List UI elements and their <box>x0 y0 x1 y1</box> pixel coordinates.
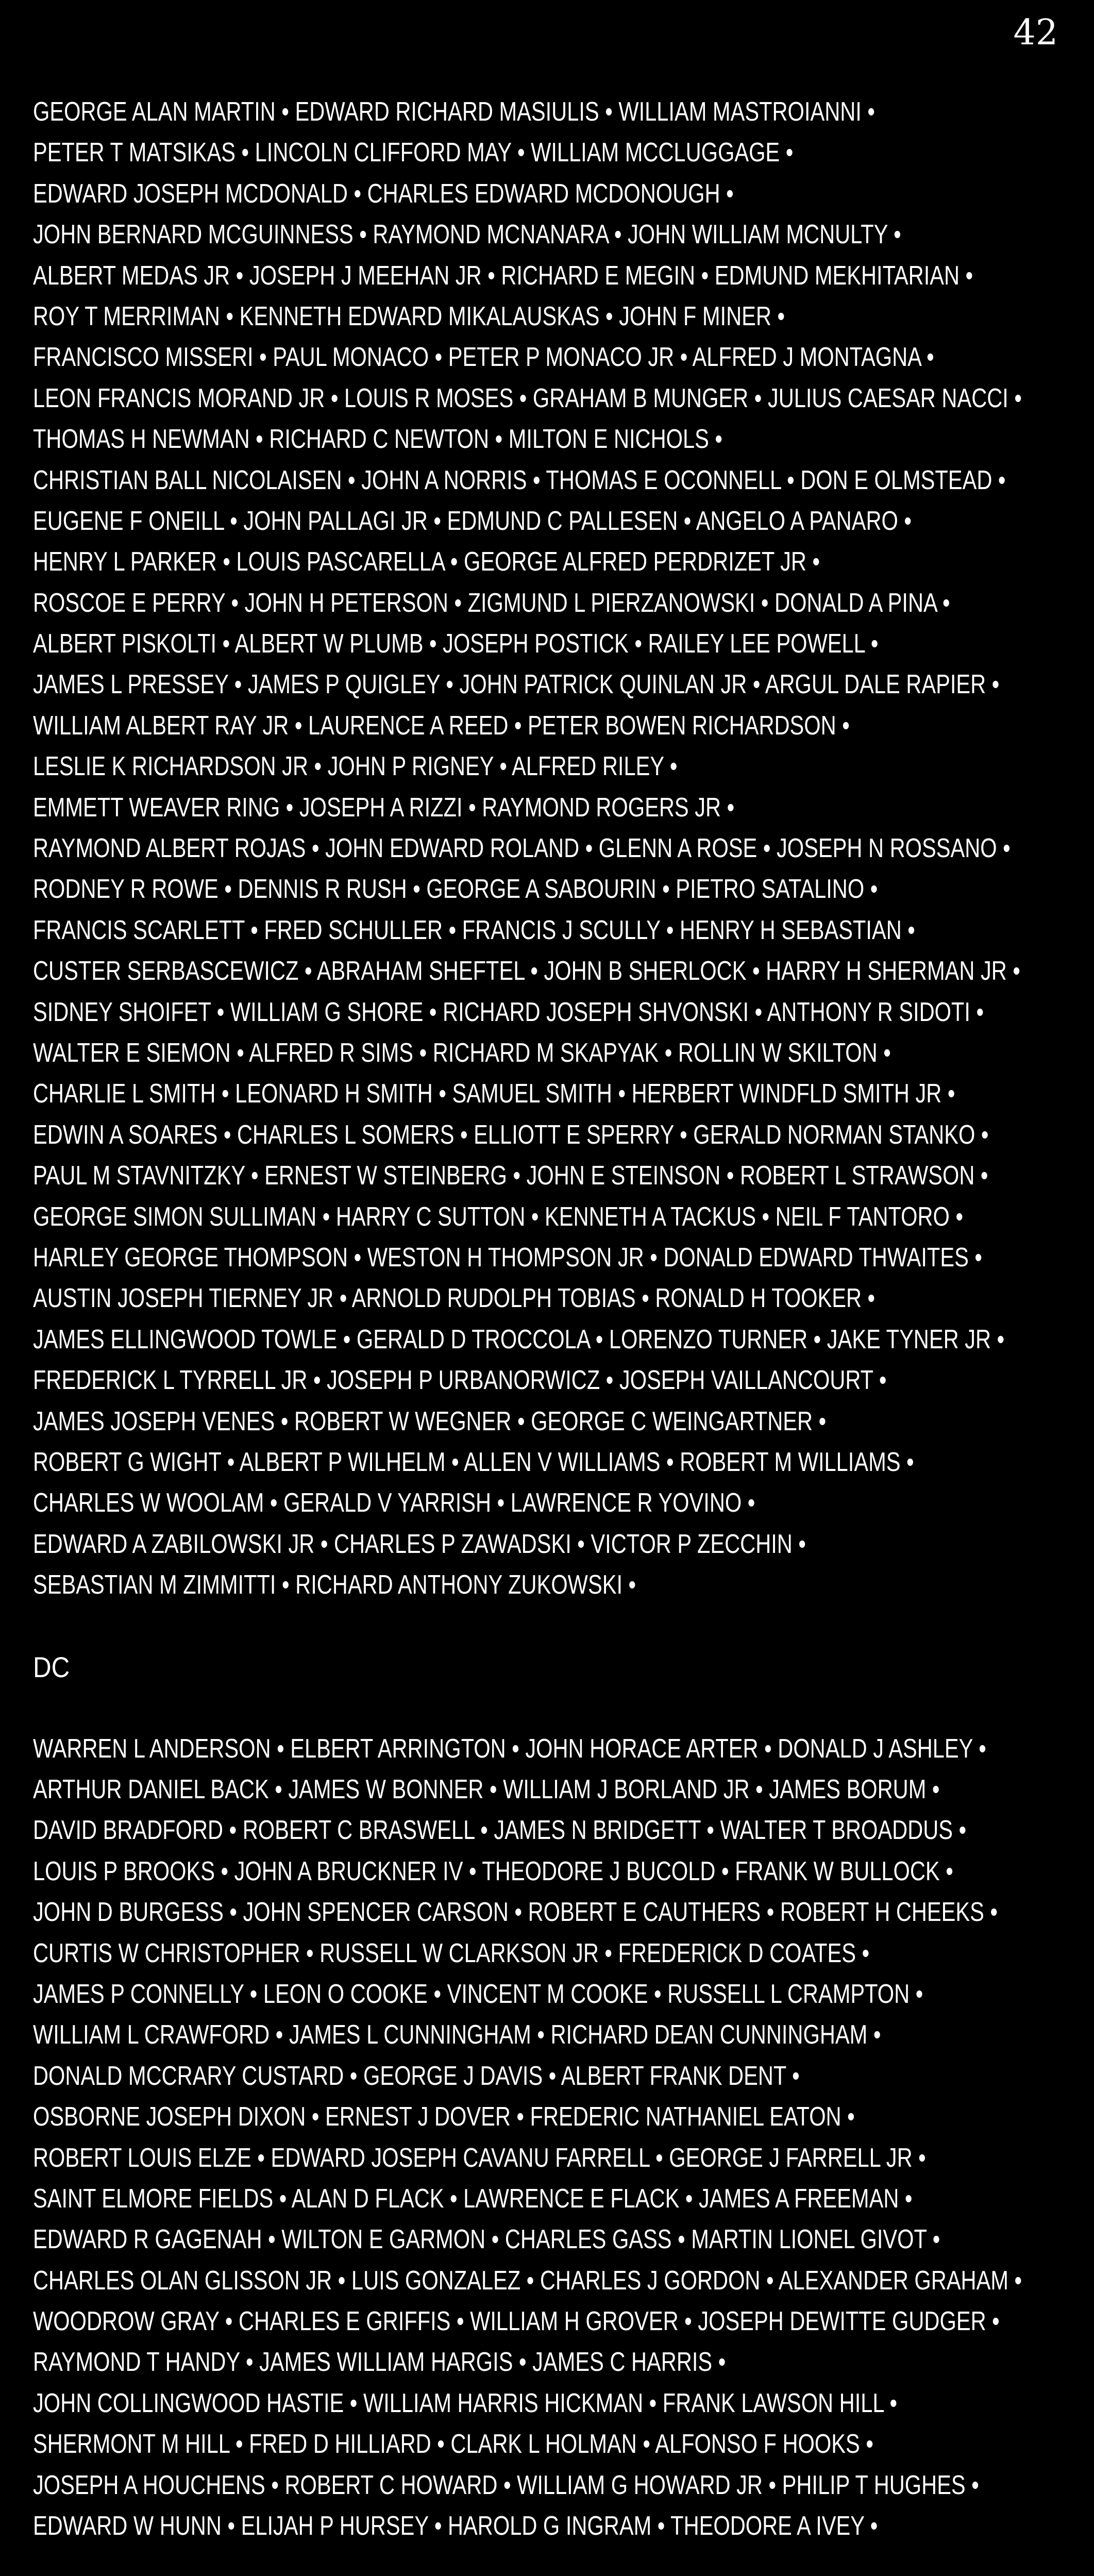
names-line: WALTER E SIEMON • ALFRED R SIMS • RICHARD M SKAPYAK • ROLLIN W SKILTON • <box>33 1038 891 1068</box>
names-line: ROSCOE E PERRY • JOHN H PETERSON • ZIGMUND L PIERZANOWSKI • DONALD A PINA • <box>33 588 950 618</box>
names-line: ALBERT PISKOLTI • ALBERT W PLUMB • JOSEPH POSTICK • RAILEY LEE POWELL • <box>33 629 879 659</box>
names-line: CHRISTIAN BALL NICOLAISEN • JOHN A NORRIS • THOMAS E OCONNELL • DON E OLMSTEAD • <box>33 465 1006 495</box>
names-line: EUGENE F ONEILL • JOHN PALLAGI JR • EDMUND C PALLESEN • ANGELO A PANARO • <box>33 506 912 536</box>
names-line: FREDERICK L TYRRELL JR • JOSEPH P URBANORWICZ • JOSEPH VAILLANCOURT • <box>33 1365 887 1396</box>
names-line: LESLIE K RICHARDSON JR • JOHN P RIGNEY • ALFRED RILEY • <box>33 751 678 782</box>
names-line: ROBERT LOUIS ELZE • EDWARD JOSEPH CAVANU FARRELL • GEORGE J FARRELL JR • <box>33 2143 926 2173</box>
names-line: DONALD MCCRARY CUSTARD • GEORGE J DAVIS • ALBERT FRANK DENT • <box>33 2061 800 2091</box>
names-line: JOHN D BURGESS • JOHN SPENCER CARSON • ROBERT E CAUTHERS • ROBERT H CHEEKS • <box>33 1897 998 1928</box>
names-line: FRANCISCO MISSERI • PAUL MONACO • PETER P MONACO JR • ALFRED J MONTAGNA • <box>33 342 934 373</box>
page-number: 42 <box>1013 12 1058 53</box>
names-line: GEORGE SIMON SULLIMAN • HARRY C SUTTON • KENNETH A TACKUS • NEIL F TANTORO • <box>33 1201 964 1232</box>
names-line: EDWARD A ZABILOWSKI JR • CHARLES P ZAWADSKI • VICTOR P ZECCHIN • <box>33 1529 806 1559</box>
names-line: JAMES ELLINGWOOD TOWLE • GERALD D TROCCOLA • LORENZO TURNER • JAKE TYNER JR • <box>33 1324 1005 1354</box>
names-line: CHARLIE L SMITH • LEONARD H SMITH • SAMUEL SMITH • HERBERT WINDFLD SMITH JR • <box>33 1079 955 1109</box>
names-line: EMMETT WEAVER RING • JOSEPH A RIZZI • RAYMOND ROGERS JR • <box>33 792 735 823</box>
names-section <box>33 92 1069 1605</box>
names-line: THOMAS H NEWMAN • RICHARD C NEWTON • MILTON E NICHOLS • <box>33 424 722 455</box>
names-listing <box>33 92 1069 2547</box>
names-line: EDWIN A SOARES • CHARLES L SOMERS • ELLIOTT E SPERRY • GERALD NORMAN STANKO • <box>33 1119 989 1150</box>
names-line: PAUL M STAVNITZKY • ERNEST W STEINBERG • JOHN E STEINSON • ROBERT L STRAWSON • <box>33 1161 988 1191</box>
names-line: WILLIAM ALBERT RAY JR • LAURENCE A REED • PETER BOWEN RICHARDSON • <box>33 710 850 741</box>
names-line: JOHN BERNARD MCGUINNESS • RAYMOND MCNANARA • JOHN WILLIAM MCNULTY • <box>33 220 901 250</box>
names-line: ROY T MERRIMAN • KENNETH EDWARD MIKALAUSKAS • JOHN F MINER • <box>33 301 785 331</box>
names-line: HARLEY GEORGE THOMPSON • WESTON H THOMPSON JR • DONALD EDWARD THWAITES • <box>33 1242 982 1273</box>
names-line: DAVID BRADFORD • ROBERT C BRASWELL • JAMES N BRIDGETT • WALTER T BROADDUS • <box>33 1815 967 1846</box>
names-line: WOODROW GRAY • CHARLES E GRIFFIS • WILLIAM H GROVER • JOSEPH DEWITTE GUDGER • <box>33 2306 1000 2337</box>
names-line: ROBERT G WIGHT • ALBERT P WILHELM • ALLEN V WILLIAMS • ROBERT M WILLIAMS • <box>33 1447 914 1477</box>
names-line: SIDNEY SHOIFET • WILLIAM G SHORE • RICHARD JOSEPH SHVONSKI • ANTHONY R SIDOTI • <box>33 997 984 1027</box>
names-line: PETER T MATSIKAS • LINCOLN CLIFFORD MAY • WILLIAM MCCLUGGAGE • <box>33 138 794 168</box>
names-line: JOSEPH A HOUCHENS • ROBERT C HOWARD • WILLIAM G HOWARD JR • PHILIP T HUGHES • <box>33 2470 979 2500</box>
names-line: CHARLES OLAN GLISSON JR • LUIS GONZALEZ • CHARLES J GORDON • ALEXANDER GRAHAM • <box>33 2265 1022 2296</box>
names-line: RAYMOND T HANDY • JAMES WILLIAM HARGIS • JAMES C HARRIS • <box>33 2347 726 2378</box>
names-line: LEON FRANCIS MORAND JR • LOUIS R MOSES • GRAHAM B MUNGER • JULIUS CAESAR NACCI • <box>33 383 1022 413</box>
names-line: OSBORNE JOSEPH DIXON • ERNEST J DOVER • FREDERIC NATHANIEL EATON • <box>33 2102 855 2132</box>
names-line: RAYMOND ALBERT ROJAS • JOHN EDWARD ROLAND • GLENN A ROSE • JOSEPH N ROSSANO • <box>33 833 1011 864</box>
section-spacer <box>33 1605 1069 1646</box>
names-line: ALBERT MEDAS JR • JOSEPH J MEEHAN JR • RICHARD E MEGIN • EDMUND MEKHITARIAN • <box>33 260 973 291</box>
names-line: FRANCIS SCARLETT • FRED SCHULLER • FRANCIS J SCULLY • HENRY H SEBASTIAN • <box>33 915 915 945</box>
names-line: HENRY L PARKER • LOUIS PASCARELLA • GEORGE ALFRED PERDRIZET JR • <box>33 547 820 577</box>
names-line: JAMES JOSEPH VENES • ROBERT W WEGNER • GEORGE C WEINGARTNER • <box>33 1406 827 1436</box>
names-line: SEBASTIAN M ZIMMITTI • RICHARD ANTHONY ZUKOWSKI • <box>33 1570 636 1600</box>
names-line: AUSTIN JOSEPH TIERNEY JR • ARNOLD RUDOLPH TOBIAS • RONALD H TOOKER • <box>33 1283 876 1314</box>
names-section-dc <box>33 1729 1069 2547</box>
names-line: EDWARD W HUNN • ELIJAH P HURSEY • HAROLD G INGRAM • THEODORE A IVEY • <box>33 2511 878 2541</box>
names-line: JAMES P CONNELLY • LEON O COOKE • VINCENT M COOKE • RUSSELL L CRAMPTON • <box>33 1979 923 2009</box>
names-line: SHERMONT M HILL • FRED D HILLIARD • CLARK L HOLMAN • ALFONSO F HOOKS • <box>33 2429 873 2460</box>
names-line: JOHN COLLINGWOOD HASTIE • WILLIAM HARRIS HICKMAN • FRANK LAWSON HILL • <box>33 2388 898 2418</box>
names-line: CUSTER SERBASCEWICZ • ABRAHAM SHEFTEL • JOHN B SHERLOCK • HARRY H SHERMAN JR • <box>33 956 1020 986</box>
names-line: WILLIAM L CRAWFORD • JAMES L CUNNINGHAM • RICHARD DEAN CUNNINGHAM • <box>33 2020 881 2050</box>
names-line: EDWARD R GAGENAH • WILTON E GARMON • CHARLES GASS • MARTIN LIONEL GIVOT • <box>33 2224 940 2255</box>
names-line: LOUIS P BROOKS • JOHN A BRUCKNER IV • THEODORE J BUCOLD • FRANK W BULLOCK • <box>33 1856 953 1886</box>
state-heading: DC <box>33 1650 70 1683</box>
section-spacer <box>33 1687 1069 1728</box>
names-line: EDWARD JOSEPH MCDONALD • CHARLES EDWARD MCDONOUGH • <box>33 178 734 209</box>
names-line: WARREN L ANDERSON • ELBERT ARRINGTON • JOHN HORACE ARTER • DONALD J ASHLEY • <box>33 1733 986 1764</box>
names-line: ARTHUR DANIEL BACK • JAMES W BONNER • WILLIAM J BORLAND JR • JAMES BORUM • <box>33 1775 940 1805</box>
names-line: CURTIS W CHRISTOPHER • RUSSELL W CLARKSON JR • FREDERICK D COATES • <box>33 1938 870 1968</box>
names-line: GEORGE ALAN MARTIN • EDWARD RICHARD MASIULIS • WILLIAM MASTROIANNI • <box>33 97 875 127</box>
names-line: CHARLES W WOOLAM • GERALD V YARRISH • LAWRENCE R YOVINO • <box>33 1488 755 1518</box>
names-line: JAMES L PRESSEY • JAMES P QUIGLEY • JOHN PATRICK QUINLAN JR • ARGUL DALE RAPIER • <box>33 670 1000 700</box>
names-line: SAINT ELMORE FIELDS • ALAN D FLACK • LAWRENCE E FLACK • JAMES A FREEMAN • <box>33 2183 913 2214</box>
names-line: RODNEY R ROWE • DENNIS R RUSH • GEORGE A SABOURIN • PIETRO SATALINO • <box>33 874 878 905</box>
